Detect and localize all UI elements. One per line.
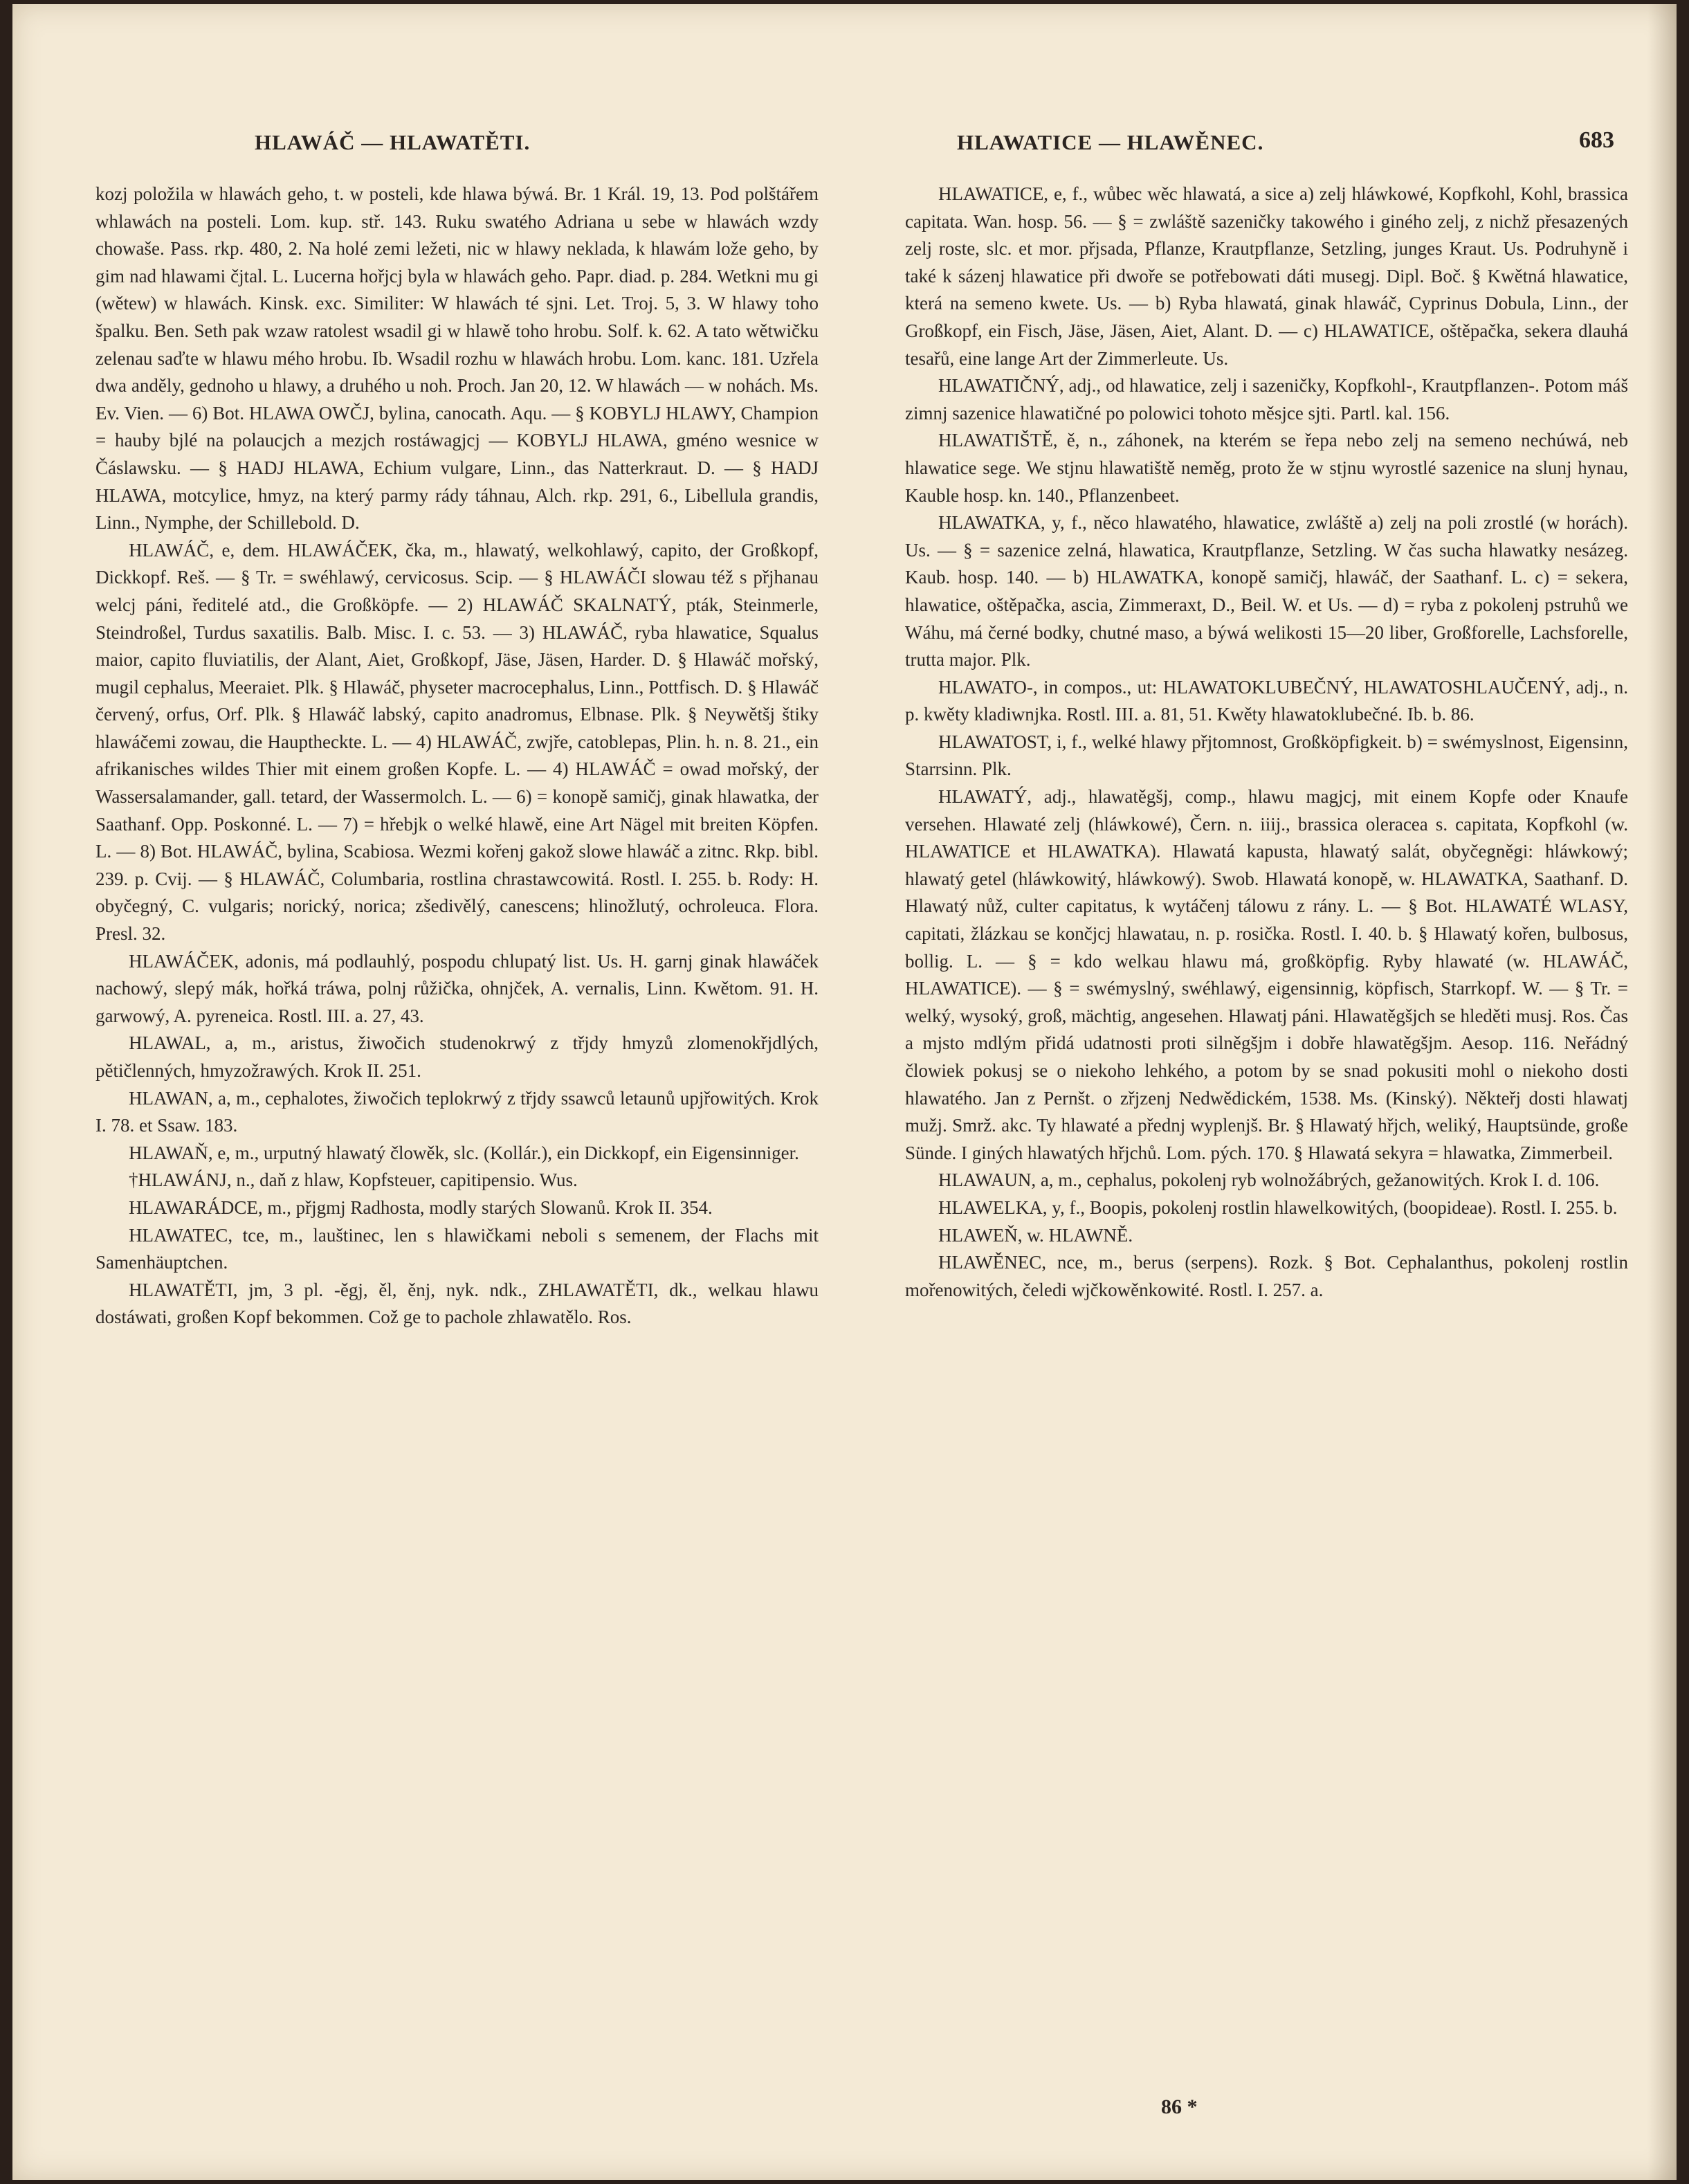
- entry-hlawaticny: HLAWATIČNÝ, adj., od hlawatice, zelj i sazeničky, Kopfkohl-, Krautpflanzen-. Potom máš zimnj sazenice hlawatičné po polowici tohoto měsjce sjti. Partl. kal. 156.: [905, 375, 1628, 424]
- entry-hlawan-2: HLAWAŇ, e, m., urputný hlawatý člowěk, slc. (Kollár.), ein Dickkopf, ein Eigensinniger.: [129, 1142, 799, 1163]
- entry-hlawatice: HLAWATICE, e, f., wůbec wěc hlawatá, a sice a) zelj hláwkowé, Kopfkohl, Kohl, brassica capitata. Wan. hosp. 56. — § = zwláště sazeničky takowého i giného zelj, z nichž přesazených zelj roste, slc. et mor. přjsada, Pflanze, Krautpflanze, Setzling, junges Kraut. Us. Podruhyně i také k sázenj hlawatice při dwoře se potřebowati dáti musegj. Dipl. Boč. § Kwětná hlawatice, která na semeno kwete. Us. — b) Ryba hlawatá, ginak hlawáč, Cyprinus Dobula, Linn., der Großkopf, ein Fisch, Jäse, Jäsen, Aiet, Alant. D. — c) HLAWATICE, oštěpačka, sekera dlauhá tesařů, eine lange Art der Zimmerleute. Us.: [905, 183, 1628, 369]
- entry-hlawac: HLAWÁČ, e, dem. HLAWÁČEK, čka, m., hlawatý, welkohlawý, capito, der Großkopf, Dickkopf. Reš. — § Tr. = swéhlawý, cervicosus. Scip. — § HLAWÁČI slowau též s přjhanau welcj páni, ředitelé atd., die Großköpfe. — 2) HLAWÁČ SKALNATÝ, pták, Steinmerle, Steindroßel, Turdus saxatilis. Balb. Misc. I. c. 53. — 3) HLAWÁČ, ryba hlawatice, Squalus maior, capito fluviatilis, der Alant, Aiet, Großkopf, Jäse, Jäsen, Harder. D. § Hlawáč mořský, mugil cephalus, Meeraiet. Plk. § Hlawáč, physeter macrocephalus, Linn., Pottfisch. D. § Hlawáč červený, orfus, Orf. Plk. § Hlawáč labský, capito anadromus, Elbnase. Plk. § Neywětšj štiky hlawáčemi zowau, die Hauptheckte. L. — 4) HLAWÁČ, zwjře, catoblepas, Plin. h. n. 8. 21., ein afrikanisches wildes Thier mit einem großen Kopfe. L. — 4) HLAWÁČ = owad mořský, der Wassersalamander, gall. tetard, der Wassermolch. L. — 6) = konopě samičj, ginak hlawatka, der Saathanf. Opp. Poskonné. L. — 7) = hřebjk o welké hlawě, eine Art Nägel mit breiten Köpfen. L. — 8) Bot. HLAWÁČ, bylina, Scabiosa. Wezmi kořenj gakož slowe hlawáč a zitnc. Rkp. bibl. 239. p. Cvij. — § HLAWÁČ, Columbaria, rostlina chrastawcowitá. Rostl. I. 255. b. Rody: H. obyčegný, C. vulgaris; norický, norica; zšedivělý, canescens; hlinožlutý, ochroleuca. Flora. Presl. 32.: [95, 539, 819, 945]
- entry-hlawato: HLAWATO-, in compos., ut: HLAWATOKLUBEČNÝ, HLAWATOSHLAUČENÝ, adj., n. p. kwěty kladiwnjka. Rostl. III. a. 81, 51. Kwěty hlawatoklubečné. Ib. b. 86.: [905, 676, 1628, 725]
- entry-hlawacek: HLAWÁČEK, adonis, má podlauhlý, pospodu chlupatý list. Us. H. garnj ginak hlawáček nachowý, slepý mák, hořká tráwa, polnj růžička, ohnjček, A. vernalis, Linn. Kwětom. 91. H. garwowý, A. pyreneica. Rostl. III. a. 27, 43.: [95, 950, 819, 1026]
- entry-continuation: kozj položila w hlawách geho, t. w posteli, kde hlawa býwá. Br. 1 Král. 19, 13. Pod polštářem whlawách na posteli. Lom. kup. stř. 143. Ruku swatého Adriana u sebe w hlawách wzdy chowaše. Pass. rkp. 480, 2. Na holé zemi ležeti, nic w hlawy neklada, k hlawám lože geho, by gim nad hlawami čjtal. L. Lucerna hořjcj byla w hlawách geho. Papr. diad. p. 284. Wetkni mu gi (wětew) w hlawách. Kinsk. exc. Similiter: W hlawách té sjni. Let. Troj. 5, 3. W hlawy toho špalku. Ben. Seth pak wzaw ratolest wsadil gi w hlawě toho hrobu. Solf. k. 62. A tato wětwičku zelenau saďte w hlawu mého hrobu. Ib. Wsadil rozhu w hlawách hrobu. Lom. kanc. 181. Uzřela dwa anděly, gednoho u hlawy, a druhého u noh. Proch. Jan 20, 12. W hlawách — w nohách. Ms. Ev. Vien. — 6) Bot. HLAWA OWČJ, bylina, canocath. Aqu. — § KOBYLJ HLAWY, Champion = hauby bjlé na polaucjch a mezjch rostáwagjcj — KOBYLJ HLAWA, gméno wesnice w Čáslawsku. — § HADJ HLAWA, Echium vulgare, Linn., das Natterkraut. D. — § HADJ HLAWA, motcylice, hmyz, na který parmy rády táhnau, Alch. rkp. 291, 6., Libellula grandis, Linn., Nymphe, der Schillebold. D.: [95, 183, 819, 534]
- entry-hlawatka: HLAWATKA, y, f., něco hlawatého, hlawatice, zwláště a) zelj na poli zrostlé (w horách). Us. — § = sazenice zelná, hlawatica, Krautpflanze, Setzling. W čas sucha hlawatky nesázeg. Kaub. hosp. 140. — b) HLAWATKA, konopě samičj, hlawáč, der Saathanf. L. c) = sekera, hlawatice, oštěpačka, ascia, Zimmeraxt, D., Beil. W. et Us. — d) = ryba z pokolenj pstruhů we Wáhu, má černé bodky, chutné maso, a býwá welikosti 15—20 liber, Großforelle, Lachsforelle, trutta major. Plk.: [905, 512, 1628, 671]
- page-edge-shadow: [1647, 4, 1677, 2180]
- entry-hlawateti: HLAWATĚTI, jm, 3 pl. -ěgj, ěl, ěnj, nyk. ndk., ZHLAWATĚTI, dk., welkau hlawu dostáwati, großen Kopf bekommen. Což ge to pachole zhlawatělo. Ros.: [95, 1279, 819, 1328]
- header-right: HLAWATICE — HLAWĚNEC.: [957, 130, 1264, 154]
- running-header: [95, 127, 1628, 169]
- entry-hlawatiste: HLAWATIŠTĚ, ě, n., záhonek, na kterém se řepa nebo zelj na semeno nechúwá, neb hlawatice sege. We stjnu hlawatiště neměg, proto že w stjnu wyrostlé sazenice na slunj hynau, Kauble hosp. kn. 140., Pflanzenbeet.: [905, 430, 1628, 506]
- entry-hlawaradce: HLAWARÁDCE, m., přjgmj Radhosta, modly starých Slowanů. Krok II. 354.: [129, 1196, 713, 1218]
- signature-mark: 86 *: [1161, 2095, 1198, 2118]
- right-column: [905, 181, 1628, 2091]
- text-columns: [95, 181, 1628, 2091]
- left-column: [95, 181, 819, 2091]
- entry-hlawani: †HLAWÁNJ, n., daň z hlaw, Kopfsteuer, capitipensio. Wus.: [129, 1170, 578, 1191]
- header-left: HLAWÁČ — HLAWATĚTI.: [255, 130, 531, 154]
- entry-hlawaun: HLAWAUN, a, m., cephalus, pokolenj ryb wolnožábrých, gežanowitých. Krok I. d. 106.: [938, 1170, 1600, 1191]
- entry-hlawatec: HLAWATEC, tce, m., lauštinec, len s hlawičkami neboli s semenem, der Flachs mit Samenhäuptchen.: [95, 1224, 819, 1273]
- entry-hlawaty: HLAWATÝ, adj., hlawatěgšj, comp., hlawu magjcj, mit einem Kopfe oder Knaufe versehen. Hlawaté zelj (hláwkowé), Čern. n. iiij., brassica oleracea s. capitata, Kopfkohl (w. HLAWATICE et HLAWATKA). Hlawatá kapusta, hlawatý salát, obyčegněgi: hláwkowý; hlawatý getel (hláwkowitý, hláwkowý). Swob. Hlawatá konopě, w. HLAWATKA, Saathanf. D. Hlawatý nůž, culter capitatus, k wytáčenj tálowu z rány. L. — § Bot. HLAWATÉ WLASY, capitati, žlázkau se končjcj hlawatau, n. p. rosička. Rostl. I. 40. b. § Hlawatý kořen, bulbosus, bollig. L. — § = kdo welkau hlawu má, großköpfig. Ryby hlawaté (w. HLAWÁČ, HLAWATICE). — § = swémyslný, swéhlawý, eigensinnig, köpfisch, Starrkopf. W. — § Tr. = welký, wysoký, groß, mächtig, angesehen. Hlawatj páni. Hlawatěgšjch se hleděti musj. Ros. Čas a mjsto mdlým přidá udatnosti proti silněgšjm i dobře hlawatěgšjm. Aesop. 116. Neřádný člowiek pokusj se o niekoho lehkého, a potom by se snad pokusiti mohl o niekoho dosti hlawatého. Jan z Pernšt. o zřjzenj Nedwědickém, 1538. Ms. (Kinský). Někteřj dosti hlawatj mužj. Smrž. akc. Ty hlawaté a přednj wyplenjš. Br. § Hlawatý hřjch, weliký, Hauptsünde, große Sünde. I giných hlawatých hřjchů. Lom. pých. 170. § Hlawatá sekyra = hlawatka, Zimmerbeil.: [905, 786, 1628, 1163]
- entry-hlawal: HLAWAL, a, m., aristus, žiwočich studenokrwý z třjdy hmyzů zlomenokřjdlých, pětičlenných, hmyzožrawých. Krok II. 251.: [95, 1032, 819, 1081]
- entry-hlawen: HLAWEŇ, w. HLAWNĚ.: [938, 1224, 1133, 1246]
- entry-hlawan: HLAWAN, a, m., cephalotes, žiwočich teplokrwý z třjdy ssawců letaunů upjřowitých. Krok I. 78. et Ssaw. 183.: [95, 1087, 819, 1136]
- entry-hlawenec: HLAWĚNEC, nce, m., berus (serpens). Rozk. § Bot. Cephalanthus, pokolenj rostlin mořenowitých, čeledi wjčkowěnkowité. Rostl. I. 257. a.: [905, 1252, 1628, 1300]
- entry-hlawatost: HLAWATOST, i, f., welké hlawy přjtomnost, Großköpfigkeit. b) = swémyslnost, Eigensinn, Starrsinn. Plk.: [905, 731, 1628, 780]
- entry-hlawelka: HLAWELKA, y, f., Boopis, pokolenj rostlin hlawelkowitých, (boopideae). Rostl. I. 255. b.: [938, 1196, 1618, 1218]
- dictionary-page: [12, 4, 1677, 2180]
- page-number: 683: [1579, 127, 1614, 153]
